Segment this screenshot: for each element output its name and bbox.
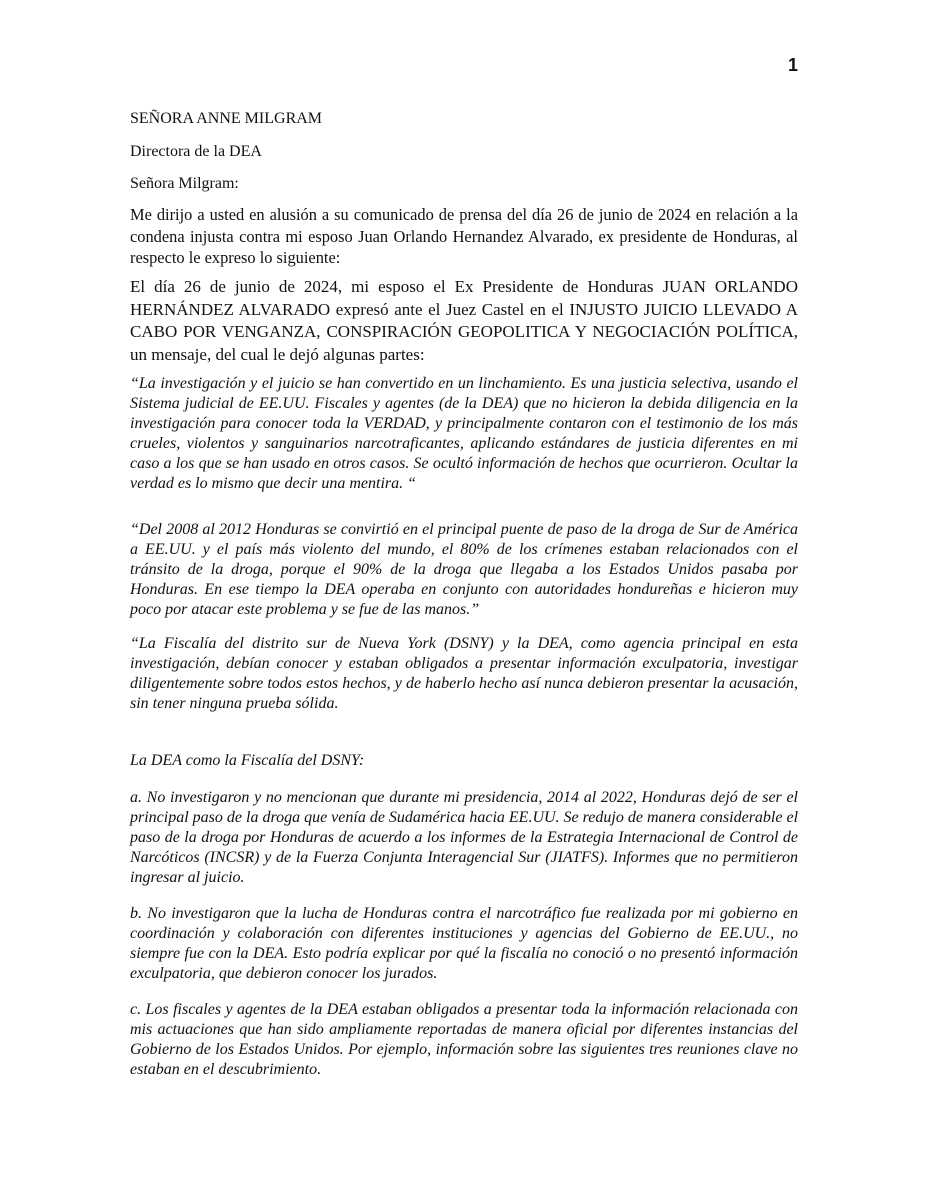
statement-paragraph: El día 26 de junio de 2024, mi esposo el Ex Presidente de Honduras JUAN ORLANDO HERNÁNDEZ ALVARADO expresó ante el Juez Castel en el INJUSTO JUICIO LLEVADO A CABO POR VENGANZA, CONSPIRACIÓN GEOPOLITICA Y NEGOCIACIÓN POLÍTICA, un mensaje, del cual le dejó algunas partes: (130, 277, 798, 364)
list-item-b: b. No investigaron que la lucha de Honduras contra el narcotráfico fue realizada por mi gobierno en coordinación y colaboración con diferentes instituciones y agencias del Gobierno de EE.UU., no siempre fue con la DEA. Esto podría explicar por qué la fiscalía no conoció o no presentó información exculpatoria, que debieron conocer los jurados. (130, 905, 798, 982)
recipient-name: SEÑORA ANNE MILGRAM (130, 110, 323, 127)
quote-paragraph-3: “La Fiscalía del distrito sur de Nueva York (DSNY) y la DEA, como agencia principal en esta investigación, debían conocer y estaban obligados a presentar información exculpatoria, investigar diligentemente sobre todos estos hechos, y de haberlo hecho así nunca debieron presentar la acusación, sin tener ninguna prueba sólida. (130, 635, 798, 712)
salutation: Señora Milgram: (130, 175, 239, 192)
recipient-title: Directora de la DEA (130, 143, 262, 160)
list-item-a: a. No investigaron y no mencionan que durante mi presidencia, 2014 al 2022, Honduras dejó de ser el principal paso de la droga que venía de Sudamérica hacia EE.UU. Se redujo de manera considerable el paso de la droga por Honduras de acuerdo a los informes de la Estrategia Internacional de Control de Narcóticos (INCSR) y de la Fuerza Conjunta Interagencial Sur (JIATFS). Informes que no permitieron ingresar al juicio. (130, 789, 799, 886)
list-intro: La DEA como la Fiscalía del DSNY: (130, 752, 365, 769)
page-number: 1 (787, 55, 798, 75)
list-item-c: c. Los fiscales y agentes de la DEA estaban obligados a presentar toda la información relacionada con mis actuaciones que han sido ampliamente reportadas de manera oficial por diferentes instancias del Gobierno de los Estados Unidos. Por ejemplo, información sobre las siguientes tres reuniones clave no estaban en el descubrimiento. (130, 1001, 798, 1078)
quote-paragraph-1: “La investigación y el juicio se han convertido en un linchamiento. Es una justicia selectiva, usando el Sistema judicial de EE.UU. Fiscales y agentes (de la DEA) que no hicieron la debida diligencia en la investigación para conocer toda la VERDAD, y principalmente contaron con el testimonio de los más crueles, violentos y sanguinarios narcotraficantes, aplicando estándares de justicia diferentes en mi caso a los que se han usado en otros casos. Se ocultó información de hechos que ocurrieron. Ocultar la verdad es lo mismo que decir una mentira. “ (130, 375, 798, 492)
quote-paragraph-2: “Del 2008 al 2012 Honduras se convirtió en el principal puente de paso de la droga de Sur de América a EE.UU. y el país más violento del mundo, el 80% de los crímenes estaban relacionados con el tránsito de la droga, porque el 90% de la droga que llegaba a los Estados Unidos pasaba por Honduras. En ese tiempo la DEA operaba en conjunto con autoridades hondureñas e hicieron muy poco por atacar este problema y se fue de las manos.” (130, 521, 798, 618)
intro-paragraph: Me dirijo a usted en alusión a su comunicado de prensa del día 26 de junio de 2024 en relación a la condena injusta contra mi esposo Juan Orlando Hernandez Alvarado, ex presidente de Honduras, al respecto le expreso lo siguiente: (130, 205, 798, 267)
